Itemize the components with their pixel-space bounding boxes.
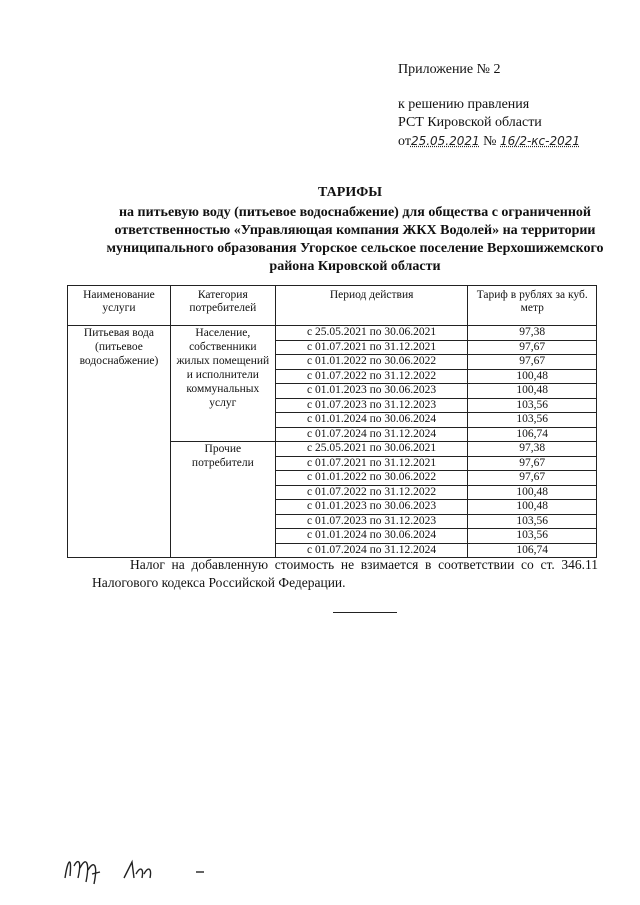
period-cell: с 01.07.2023 по 31.12.2023 [275, 514, 468, 529]
tariff-cell: 103,56 [468, 529, 597, 544]
period-cell: с 01.07.2021 по 31.12.2021 [275, 340, 468, 355]
header-period: Период действия [275, 286, 468, 326]
appendix-label: Приложение № 2 [398, 62, 501, 77]
tariff-cell: 103,56 [468, 398, 597, 413]
tariff-cell: 103,56 [468, 413, 597, 428]
tariff-cell: 106,74 [468, 427, 597, 442]
decision-date: 25.05.2021 [410, 134, 480, 148]
vat-note: Налог на добавленную стоимость не взимается в соответствии со ст. 346.11 Налогового кодекса Российской Федерации. [92, 557, 598, 590]
period-cell: с 01.01.2023 по 30.06.2023 [275, 500, 468, 515]
tariff-cell: 100,48 [468, 384, 597, 399]
period-cell: с 01.01.2022 по 30.06.2022 [275, 471, 468, 486]
tariff-cell: 100,48 [468, 500, 597, 515]
decision-line-1: к решению правления [398, 97, 530, 112]
table-header-row [68, 286, 597, 326]
tariff-cell: 103,56 [468, 514, 597, 529]
decision-number-sign: № [483, 134, 497, 149]
tariff-cell: 97,67 [468, 471, 597, 486]
tariff-cell: 97,67 [468, 355, 597, 370]
decision-from: от [398, 134, 411, 149]
closing-divider [333, 612, 397, 613]
tariff-cell: 97,67 [468, 456, 597, 471]
tariff-cell: 100,48 [468, 485, 597, 500]
period-cell: с 01.07.2024 по 31.12.2024 [275, 427, 468, 442]
category-cell: Прочие потребители [170, 442, 275, 558]
period-cell: с 01.07.2024 по 31.12.2024 [275, 543, 468, 558]
period-cell: с 25.05.2021 по 30.06.2021 [275, 326, 468, 341]
period-cell: с 01.01.2024 по 30.06.2024 [275, 529, 468, 544]
period-cell: с 01.01.2023 по 30.06.2023 [275, 384, 468, 399]
period-cell: с 25.05.2021 по 30.06.2021 [275, 442, 468, 457]
tariff-cell: 100,48 [468, 369, 597, 384]
category-cell: Население, собственники жилых помещений и исполнители коммунальных услуг [170, 326, 275, 442]
decision-reference [398, 96, 580, 151]
header-category: Категория потребителей [170, 286, 275, 326]
period-cell: с 01.07.2021 по 31.12.2021 [275, 456, 468, 471]
tariff-cell: 97,38 [468, 326, 597, 341]
table-row [68, 326, 597, 341]
tariff-cell: 106,74 [468, 543, 597, 558]
period-cell: с 01.01.2022 по 30.06.2022 [275, 355, 468, 370]
period-cell: с 01.07.2023 по 31.12.2023 [275, 398, 468, 413]
decision-line-2: РСТ Кировской области [398, 115, 542, 130]
period-cell: с 01.07.2022 по 31.12.2022 [275, 485, 468, 500]
period-cell: с 01.01.2024 по 30.06.2024 [275, 413, 468, 428]
table-body [68, 326, 597, 558]
tariff-cell: 97,67 [468, 340, 597, 355]
header-tariff: Тариф в рублях за куб. метр [468, 286, 597, 326]
header-service: Наименование услуги [68, 286, 171, 326]
period-cell: с 01.07.2022 по 31.12.2022 [275, 369, 468, 384]
document-subtitle: на питьевую воду (питьевое водоснабжение) для общества с ограниченной ответственностью «Управляющая компания ЖКХ Водолей» на территории муниципального образования Угорское сельское поселение Верхошижемского района Кировской области [106, 205, 604, 274]
document-title: ТАРИФЫ [318, 185, 382, 200]
decision-line-3 [398, 132, 580, 151]
tariff-cell: 97,38 [468, 442, 597, 457]
tariff-table [67, 285, 597, 558]
service-cell: Питьевая вода (питьевое водоснабжение) [68, 326, 171, 558]
decision-number: 16/2-кс-2021 [500, 134, 581, 148]
signature-mark [60, 848, 220, 888]
